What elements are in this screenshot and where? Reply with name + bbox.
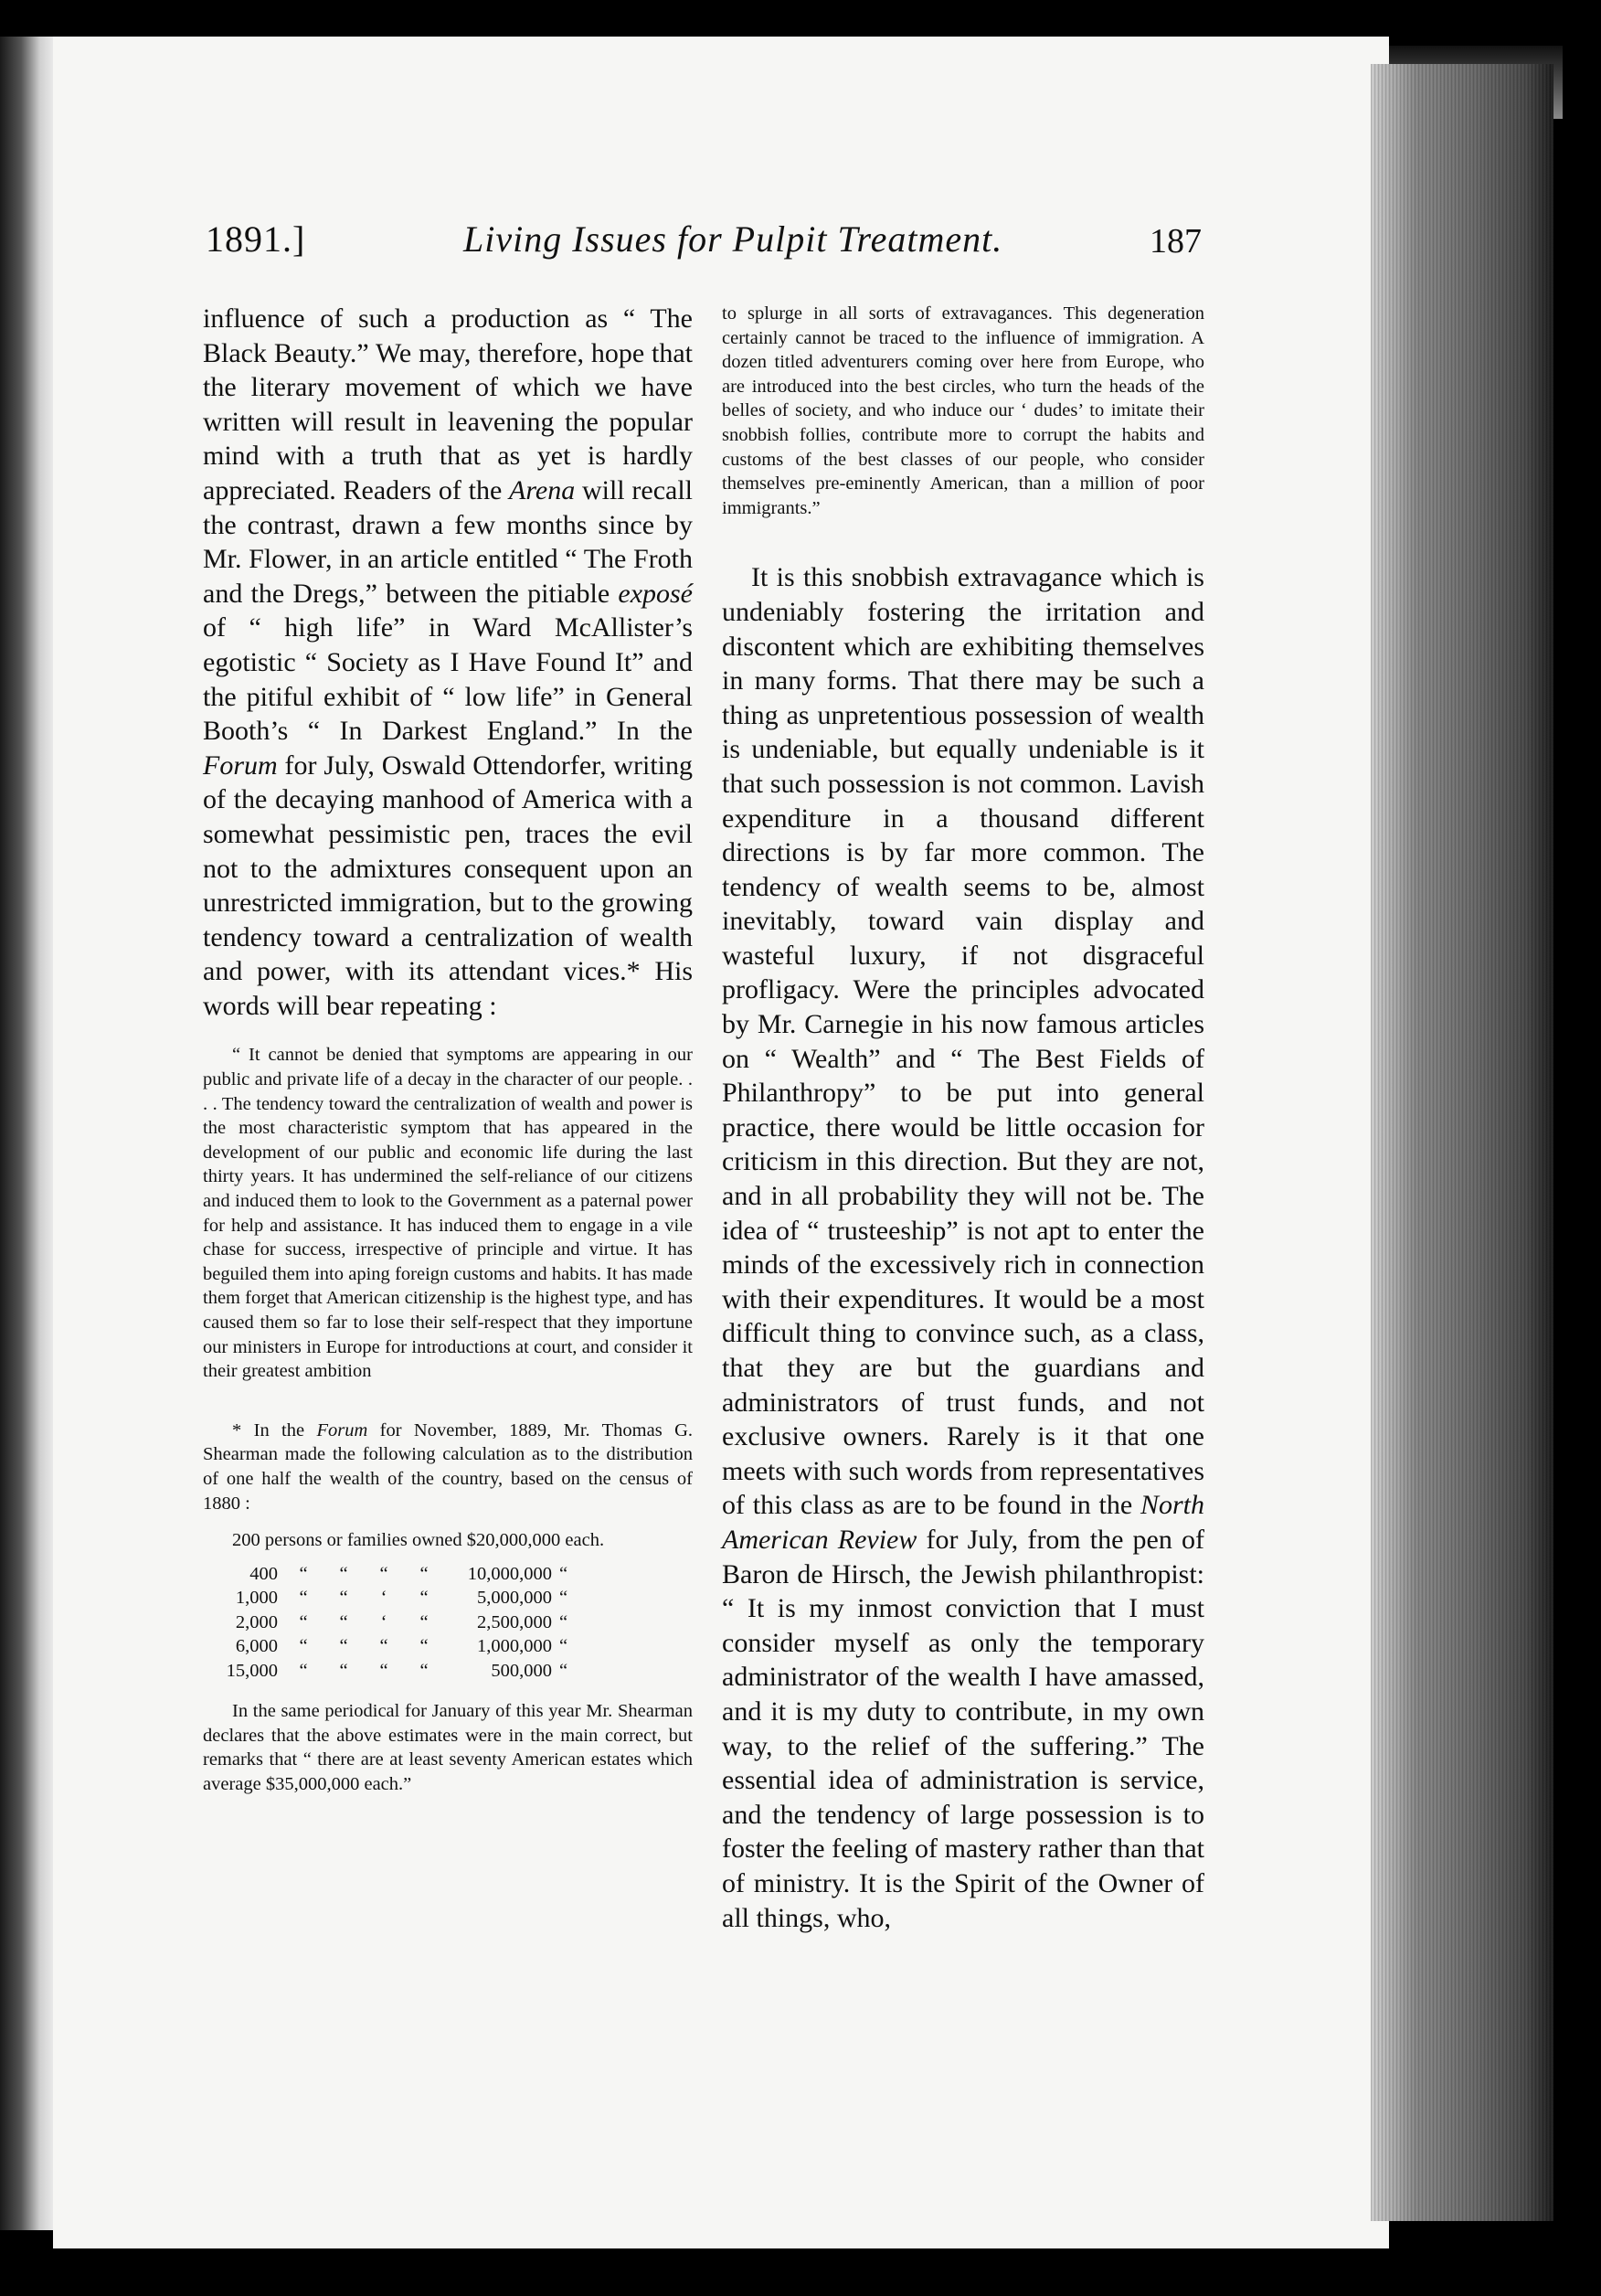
row-amount: 5,000,000	[477, 1588, 552, 1609]
row-count: 15,000	[226, 1660, 278, 1681]
ditto-mark: “	[419, 1611, 429, 1632]
ditto-mark: “	[419, 1588, 429, 1609]
footnote-table-header: 200 persons or families owned $20,000,000 each.	[232, 1530, 605, 1551]
row-count: 400	[249, 1563, 278, 1584]
ditto-mark: “	[339, 1660, 348, 1681]
ditto-mark: “	[299, 1563, 308, 1584]
footnote: * In the Forum for November, 1889, Mr. Thomas G. Shearman made the following calculation as to the distribution of one half the wealth of the country, based on the census of 1880 :	[203, 1419, 694, 1514]
ditto-mark: “	[339, 1588, 348, 1609]
ditto-mark: “	[419, 1563, 429, 1584]
ditto-mark: “	[379, 1636, 388, 1657]
right-body-paragraph: It is this snobbish extravagance which is undeniably fostering the irritation and discontent which are exhibiting themselves in many forms. That there may be such a thing as unpretentious possession of wealth is undeniable, but equally undeniable is it that such possession is not common. Lavish expenditure in a thousand different directions is by far more common. The tendency of wealth seems to be, almost inevitably, toward vain display and wasteful luxury, if not disgraceful profligacy. Were the principles advocated by Mr. Carnegie in his now famous articles on “ Wealth” and “ The Best Fields of Philanthropy” to be put into general practice, there would be little occasion for criticism in this direction. But they are not, and in all probability they will not be. The idea of “ trusteeship” is not apt to enter the minds of the excessively rich in connection with their expenditures. It would be a most difficult thing to convince such, as a class, that they are but the guardians and administrators of trust funds, and not exclusive owners. Rarely is it that one meets with such words from representatives of this class as are to be found in the North American Review for July, from the pen of Baron de Hirsch, the Jewish philanthropist: “ It is my inmost conviction that I must consider myself as only the temporary administrator of the wealth I have amassed, and it is my duty to contribute, in my own way, to the relief of the suffering.” The essential idea of administration is service, and the tendency of large possession is to foster the feeling of mastery rather than that of ministry. It is the Spirit of the Owner of all things, who,	[722, 562, 1204, 1933]
ditto-mark: “	[559, 1563, 568, 1584]
header-running-title: Living Issues for Pulpit Treatment.	[463, 218, 1003, 260]
ditto-mark: “	[559, 1611, 568, 1632]
wealth-table-row	[203, 1659, 678, 1684]
row-amount: 500,000	[491, 1660, 552, 1681]
row-amount: 1,000,000	[477, 1636, 552, 1657]
right-column	[722, 302, 1204, 1935]
ditto-mark: “	[559, 1588, 568, 1609]
page-number: 187	[1150, 222, 1202, 260]
row-amount: 2,500,000	[477, 1611, 552, 1632]
ottendorfer-quote: “ It cannot be denied that symptoms are appearing in our public and private life of a decay in the character of our people. . . . The tendency toward the centralization of wealth and power is the most characteristic symptom that has appeared in the development of our public and economic life during the last thirty years. It has undermined the self-reliance of our citizens and induced them to look to the Government as a paternal power for help and assistance. It has induced them to engage in a vile chase for success, irrespective of principle and virtue. It has beguiled them into aping foreign customs and habits. It has made them forget that American citizenship is the highest type, and has caused them so far to lose their self-respect that they importune our ministers in Europe for introductions at court, and consider it their greatest ambition	[203, 1045, 693, 1382]
wealth-table-row	[203, 1634, 678, 1659]
quote-continued: to splurge in all sorts of extravagances. This degeneration certainly cannot be traced to the influence of immigration. A dozen titled adventurers coming over here from Europe, who are introduced into the best circles, who turn the heads of the belles of society, and who induce our ‘ dudes’ to imitate their snobbish follies, contribute more to corrupt the habits and customs of the best classes of our people, who consider themselves pre-eminently American, than a million of poor immigrants.”	[722, 303, 1204, 518]
wealth-table-row	[203, 1562, 678, 1587]
left-column	[203, 302, 693, 1797]
page-edges-texture	[1371, 64, 1553, 2221]
ditto-mark: “	[299, 1611, 308, 1632]
row-amount: 10,000,000	[467, 1563, 552, 1584]
row-count: 2,000	[235, 1611, 278, 1632]
ditto-mark: “	[419, 1636, 429, 1657]
running-header	[206, 218, 1202, 272]
wealth-distribution-table	[203, 1562, 678, 1684]
ditto-mark: “	[299, 1660, 308, 1681]
ditto-mark: “	[419, 1660, 429, 1681]
ditto-mark: ‘	[380, 1588, 387, 1609]
ditto-mark: “	[299, 1636, 308, 1657]
wealth-table-row	[203, 1586, 678, 1610]
ditto-mark: “	[299, 1588, 308, 1609]
left-body-paragraph: influence of such a production as “ The Black Beauty.” We may, therefore, hope that the literary movement of which we have written will result in leavening the popular mind with a truth that as yet is hardly appreciated. Readers of the Arena will recall the contrast, drawn a few months since by Mr. Flower, in an article entitled “ The Froth and the Dregs,” between the pitiable exposé of “ high life” in Ward McAllister’s egotistic “ Society as I Have Found It” and the pitiful exhibit of “ low life” in General Booth’s “ In Darkest England.” In the Forum for July, Oswald Ottendorfer, writing of the decaying manhood of America with a somewhat pessimistic pen, traces the evil not to the admixtures consequent upon an unrestricted immigration, but to the growing tendency toward a centralization of wealth and power, with its attendant vices.* His words will bear repeating :	[203, 303, 694, 1021]
row-count: 6,000	[235, 1636, 278, 1657]
ditto-mark: ‘	[380, 1611, 387, 1632]
ditto-mark: “	[559, 1660, 568, 1681]
ditto-mark: “	[339, 1563, 348, 1584]
ditto-mark: “	[339, 1636, 348, 1657]
ditto-mark: “	[379, 1563, 388, 1584]
row-count: 1,000	[235, 1588, 278, 1609]
header-year: 1891.]	[206, 218, 306, 260]
wealth-table-row	[203, 1610, 678, 1635]
left-page-edge	[0, 37, 53, 2230]
ditto-mark: “	[379, 1660, 388, 1681]
ditto-mark: “	[559, 1636, 568, 1657]
ditto-mark: “	[339, 1611, 348, 1632]
footnote-continuation: In the same periodical for January of this year Mr. Shearman declares that the above estimates were in the main correct, but remarks that “ there are at least seventy American estates which average $35,000,000 each.”	[203, 1701, 693, 1794]
